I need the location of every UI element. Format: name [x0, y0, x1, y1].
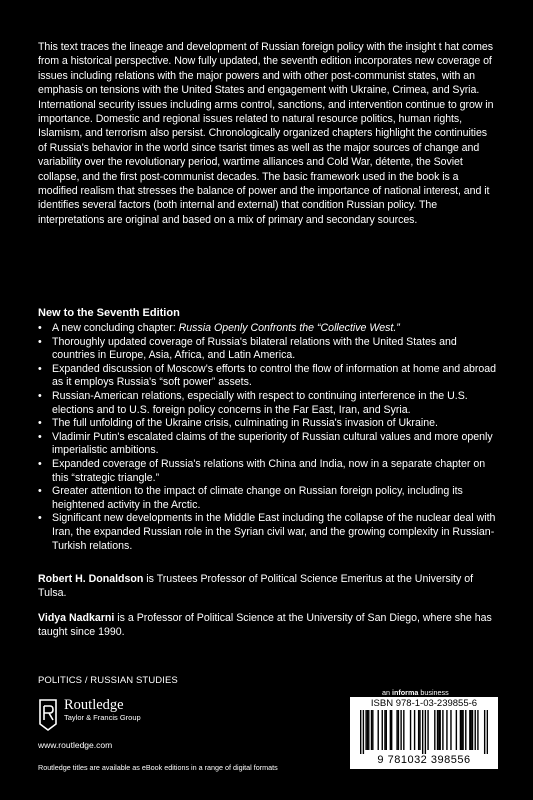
- barcode-bar: [378, 710, 379, 750]
- barcode-digits: 9 781032 398556: [377, 754, 471, 766]
- barcode-bar: [365, 710, 366, 750]
- author-bio: is Trustees Professor of Political Science Emeritus at the University of Tulsa.: [38, 573, 474, 600]
- routledge-logo-icon: [38, 698, 58, 732]
- barcode-bar: [437, 710, 438, 750]
- barcode-bar: [438, 710, 439, 750]
- barcode-bar: [386, 710, 387, 750]
- barcode-bar: [363, 710, 364, 754]
- barcode-bar: [460, 710, 461, 750]
- list-item: • Vladimir Putin's escalated claims of the superiority of Russian cultural values and more openly imperialistic ambitions.: [38, 431, 498, 458]
- barcode-bar: [368, 710, 369, 750]
- barcode-bar: [427, 710, 428, 750]
- list-item: • Expanded discussion of Moscow's efforts to control the flow of information at home and abroad as it employs Russia's “soft power” assets.: [38, 363, 498, 390]
- list-item: [38, 322, 498, 336]
- list-item-italic-title: Russia Openly Confronts the “Collective West.”: [178, 322, 400, 334]
- barcode-bar: [414, 710, 415, 750]
- barcode-bar: [439, 710, 440, 750]
- barcode-bar: [419, 710, 420, 750]
- barcode-bar: [487, 710, 488, 754]
- barcode-bar: [384, 710, 385, 750]
- ebook-note: Routledge titles are available as eBook editions in a range of digital formats: [38, 763, 278, 772]
- isbn-label: ISBN 978-1-03-239855-6: [370, 698, 478, 709]
- barcode-bar: [410, 710, 411, 750]
- publisher-name: Routledge: [64, 697, 124, 713]
- barcode-bar: [391, 710, 392, 750]
- new-edition-heading: New to the Seventh Edition: [38, 307, 180, 319]
- barcode-bar: [382, 710, 383, 750]
- list-item: • Significant new developments in the Middle East including the collapse of the nuclear deal with Iran, the expanded Russian role in the Syrian civil war, and the growing complexity in Russian-Turkish relations.: [38, 512, 498, 553]
- barcode-bar: [442, 710, 443, 750]
- barcode-bar: [446, 710, 447, 750]
- business-suffix: business: [418, 688, 449, 697]
- barcode-bar: [360, 710, 361, 754]
- barcode-bar: [469, 710, 470, 750]
- barcode-bar: [425, 710, 426, 754]
- barcode-bar: [462, 710, 463, 750]
- description-text: This text traces the lineage and development of Russian foreign policy with the insight t hat comes from a historical perspective. Now fully updated, the seventh edition incorporates new coverage of issues including relations with the major powers and with other post-communist states, with an emphasis on tensions with the United States and engagement with Ukraine, Crimea, and Syria. International security issues including arms control, sanctions, and intervention continue to grow in importance. Domestic and regional issues related to natural resource politics, human rights, Islamism, and terrorism also persist. Chronologically organized chapters highlight the continuities of Russia's behavior in the world since tsarist times as well as the major sources of change and variability over the revolutionary period, wartime alliances and Cold War, détente, the Soviet collapse, and the first post-communist decades. The basic framework used in the book is a modified realism that stresses the balance of power and the importance of national interest, and it identifies several factors (both internal and external) that condition Russian policy. The interpretations are original and based on a mix of primary and secondary sources.: [38, 41, 494, 226]
- list-item: • The full unfolding of the Ukraine crisis, culminating in Russia's invasion of Ukraine.: [38, 417, 498, 431]
- barcode-bar: [434, 710, 435, 750]
- author-name: Robert H. Donaldson: [38, 573, 144, 585]
- publisher-url: www.routledge.com: [38, 740, 113, 750]
- barcode-bar: [418, 710, 419, 750]
- barcode-bar: [390, 710, 391, 750]
- barcode-bar: [456, 710, 457, 750]
- barcode-bar: [465, 710, 466, 750]
- barcode-bar: [396, 710, 397, 750]
- publisher-group: Taylor & Francis Group: [64, 713, 141, 722]
- author-bio-donaldson: [38, 572, 498, 601]
- barcode-bar: [398, 710, 399, 750]
- publisher-logo: [38, 698, 141, 732]
- author-bio-nadkarni: [38, 611, 498, 640]
- barcode-bar: [477, 710, 478, 750]
- list-item: • Expanded coverage of Russia's relations with China and India, now in a separate chapter on this “strategic triangle.”: [38, 458, 498, 485]
- isbn-barcode-box: [350, 697, 498, 769]
- subject-category: POLITICS / RUSSIAN STUDIES: [38, 675, 178, 686]
- barcode-bar: [372, 710, 373, 750]
- barcode-bars: [360, 710, 488, 754]
- informa-brand: informa: [392, 688, 419, 697]
- barcode-bar: [403, 710, 404, 750]
- author-name: Vidya Nadkarni: [38, 612, 115, 624]
- barcode-bar: [472, 710, 473, 750]
- new-edition-list: [38, 322, 498, 553]
- barcode-bar: [400, 710, 401, 750]
- barcode-bar: [475, 710, 476, 750]
- list-item: • Thoroughly updated coverage of Russia's bilateral relations with the United States and countries in Europe, Asia, Africa, and Latin America.: [38, 336, 498, 363]
- author-bio: is a Professor of Political Science at the University of San Diego, where she has taught since 1990.: [38, 612, 492, 639]
- barcode-bar: [450, 710, 451, 750]
- list-item: • Russian-American relations, especially with respect to continuing interference in the U.S. elections and to U.S. foreign policy concerns in the Far East, Iran, and Syria.: [38, 390, 498, 417]
- barcode-bar: [371, 710, 372, 750]
- barcode-bar: [367, 710, 368, 750]
- list-item-prefix: A new concluding chapter:: [52, 322, 179, 334]
- informa-business-tag: [382, 688, 449, 697]
- barcode-bar: [461, 710, 462, 750]
- list-item: • Greater attention to the impact of climate change on Russian foreign policy, including its heightened activity in the Arctic.: [38, 485, 498, 512]
- barcode-bar: [422, 710, 423, 754]
- business-prefix: an: [382, 688, 392, 697]
- barcode-bar: [484, 710, 485, 754]
- barcode-bar: [470, 710, 471, 750]
